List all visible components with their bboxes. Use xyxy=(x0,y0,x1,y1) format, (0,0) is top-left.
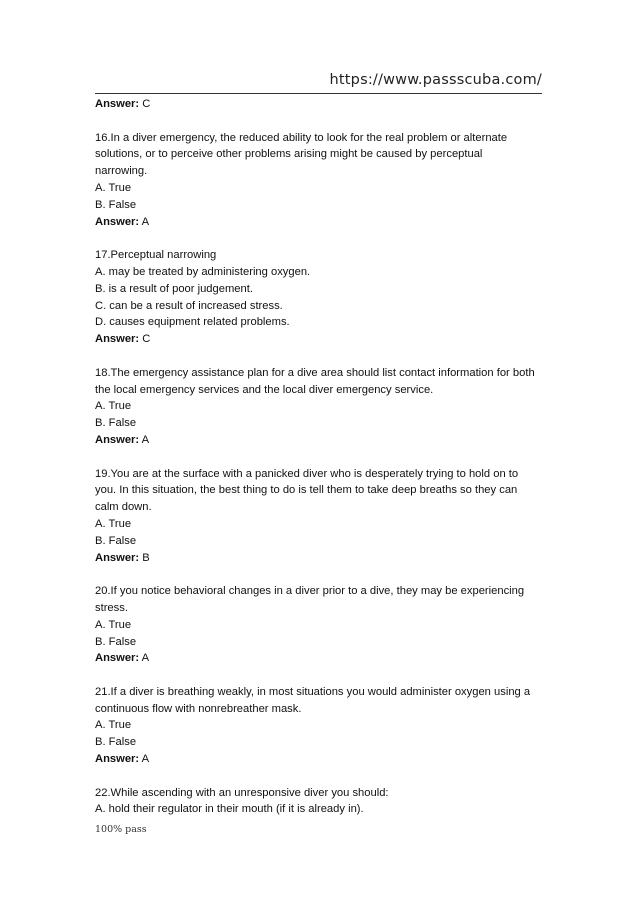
answer-option: A. True xyxy=(95,618,132,631)
answer-option: B. False xyxy=(95,198,137,211)
answer-value: C xyxy=(142,333,151,346)
answer-value: A xyxy=(141,215,150,228)
question-text-line: 21.If a diver is breathing weakly, in most situations you would administer oxygen using a xyxy=(95,685,531,698)
answer-line xyxy=(95,550,547,567)
answer-line xyxy=(95,96,547,113)
answer-label: Answer: xyxy=(95,333,140,346)
answer-line xyxy=(95,650,547,667)
spacer xyxy=(95,667,547,684)
spacer xyxy=(95,230,547,247)
header-url: https://www.passscuba.com/ xyxy=(329,72,542,88)
answer-line xyxy=(95,331,547,348)
answer-line xyxy=(95,214,547,231)
answer-label: Answer: xyxy=(95,753,140,766)
header-divider xyxy=(95,93,542,94)
question-text-line: narrowing. xyxy=(95,165,148,178)
answer-option: B. False xyxy=(95,417,137,430)
answer-label: Answer: xyxy=(95,98,140,110)
answer-option: B. False xyxy=(95,736,137,749)
answer-label: Answer: xyxy=(95,652,140,665)
answer-option: B. False xyxy=(95,534,137,547)
question-text-line: the local emergency services and the local diver emergency service. xyxy=(95,383,434,396)
question-text-line: calm down. xyxy=(95,501,152,514)
answer-label: Answer: xyxy=(95,551,140,564)
answer-option: B. False xyxy=(95,635,137,648)
answer-line xyxy=(95,751,547,768)
answer-option: A. True xyxy=(95,400,132,413)
answer-option: C. can be a result of increased stress. xyxy=(95,299,283,312)
answer-value: A xyxy=(141,753,150,766)
answer-label: Answer: xyxy=(95,433,140,446)
question-block xyxy=(95,684,547,768)
question-text-line: solutions, or to perceive other problems arising might be caused by perceptual xyxy=(95,148,483,161)
question-list xyxy=(95,96,547,818)
answer-value: B xyxy=(142,551,150,564)
spacer xyxy=(95,449,547,466)
question-block xyxy=(95,130,547,231)
question-block xyxy=(95,466,547,567)
question-block xyxy=(95,785,547,819)
spacer xyxy=(95,113,547,130)
question-text-line: 22.While ascending with an unresponsive diver you should: xyxy=(95,786,389,799)
answer-line xyxy=(95,432,547,449)
answer-option: A. True xyxy=(95,181,132,194)
question-block xyxy=(95,583,547,667)
spacer xyxy=(95,768,547,785)
answer-value: A xyxy=(141,652,150,665)
spacer xyxy=(95,566,547,583)
answer-value: A xyxy=(141,433,150,446)
question-block xyxy=(95,365,547,449)
question-text-line: continuous flow with nonrebreather mask. xyxy=(95,702,302,715)
answer-option: A. hold their regulator in their mouth (if it is already in). xyxy=(95,803,364,816)
footer-text: 100% pass xyxy=(95,824,147,835)
question-text-line: you. In this situation, the best thing to do is tell them to take deep breaths so they can xyxy=(95,484,518,497)
question-text-line: 17.Perceptual narrowing xyxy=(95,249,217,262)
answer-option: A. True xyxy=(95,517,132,530)
question-block xyxy=(95,247,547,348)
answer-label: Answer: xyxy=(95,215,140,228)
question-text-line: stress. xyxy=(95,601,128,614)
answer-option: A. may be treated by administering oxygen. xyxy=(95,265,311,278)
question-text-line: 20.If you notice behavioral changes in a diver prior to a dive, they may be experiencing xyxy=(95,585,525,598)
question-text-line: 16.In a diver emergency, the reduced ability to look for the real problem or alternate xyxy=(95,131,508,144)
answer-value: C xyxy=(142,98,151,110)
question-text-line: 19.You are at the surface with a panicked diver who is desperately trying to hold on to xyxy=(95,467,519,480)
answer-option: A. True xyxy=(95,719,132,732)
answer-option: D. causes equipment related problems. xyxy=(95,316,290,329)
answer-option: B. is a result of poor judgement. xyxy=(95,282,253,295)
spacer xyxy=(95,348,547,365)
question-text-line: 18.The emergency assistance plan for a dive area should list contact information for both xyxy=(95,366,535,379)
